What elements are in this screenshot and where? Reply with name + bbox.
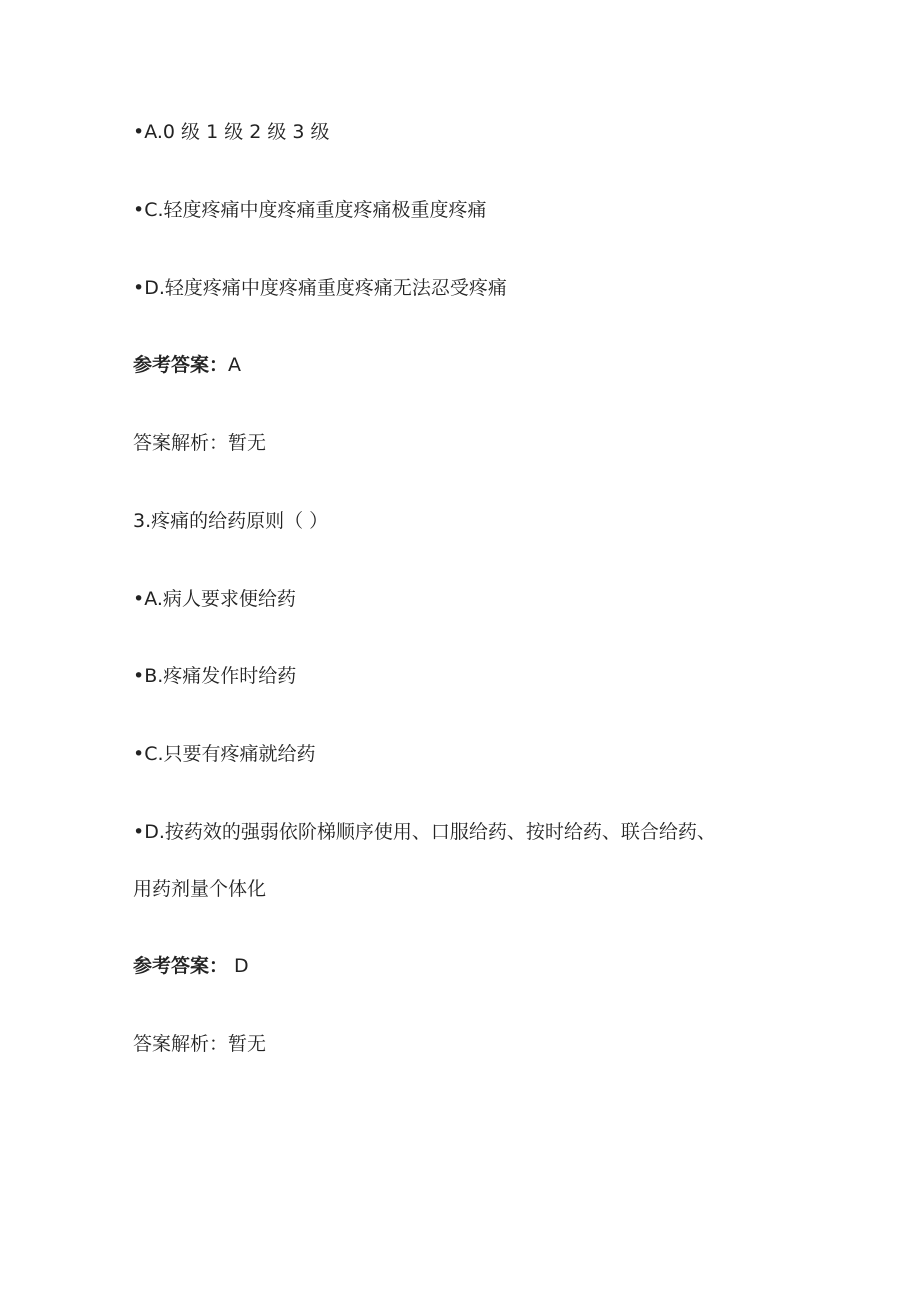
answer-label: 参考答案： bbox=[133, 354, 229, 376]
q3-analysis: 答案解析：暂无 bbox=[133, 1033, 267, 1055]
q2-answer bbox=[133, 352, 241, 378]
q3-option-a: •A.病人要求便给药 bbox=[133, 588, 296, 610]
q2-option-d: •D.轻度疼痛中度疼痛重度疼痛无法忍受疼痛 bbox=[133, 277, 507, 299]
q3-question: 3.疼痛的给药原则（ ） bbox=[133, 510, 329, 532]
q3-answer bbox=[133, 953, 249, 979]
q3-option-b: •B.疼痛发作时给药 bbox=[133, 665, 297, 687]
answer-value: A bbox=[228, 354, 242, 376]
q3-option-c: •C.只要有疼痛就给药 bbox=[133, 743, 316, 765]
q2-option-a: •A.0 级 1 级 2 级 3 级 bbox=[133, 121, 330, 143]
q2-option-c: •C.轻度疼痛中度疼痛重度疼痛极重度疼痛 bbox=[133, 199, 487, 221]
answer-value: D bbox=[228, 955, 249, 977]
q3-option-d-line1: •D.按药效的强弱依阶梯顺序使用、口服给药、按时给药、联合给药、 bbox=[133, 821, 716, 843]
q2-analysis: 答案解析：暂无 bbox=[133, 432, 267, 454]
q3-option-d-line2: 用药剂量个体化 bbox=[133, 878, 267, 900]
answer-label: 参考答案： bbox=[133, 955, 229, 977]
